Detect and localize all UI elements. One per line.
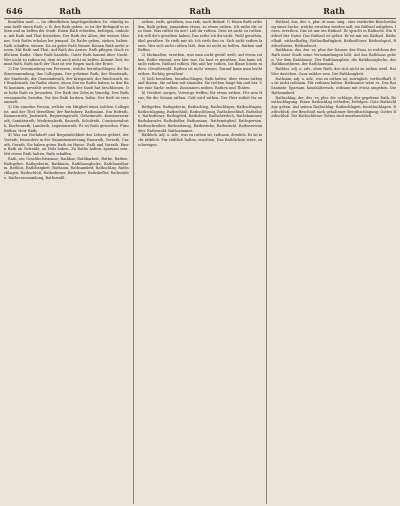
paragraph: Rathlos, adj. u. adv., ohne Rath, der sich nicht zu rathen weiß. Rathlos dastehen. Ganz rathlos sein. Die Rathlosigkeit. (271, 67, 397, 76)
text-columns (4, 20, 396, 504)
paragraph: Rathgeber, Rathgeberin, Rathschlag, Rathschläger, Rathschlagen, Rathschlagung, Rathschluß, Rathschlüssig, Rathsbeschluß, Rathsbote, Rathsdiener, Rathsglied, Rathsherr, Rathsherrlich, Rathskammer, Rathskanzlei, Rathskeller, Rathsmann, Rathsmitglied, Rathsperson, Rathsschreiber, Rathssitzung, Rathsstube, Rathsstuhl, Rathsverwandter, Rathswahl, Rathszimmer. (137, 104, 263, 133)
column-2 (138, 20, 263, 504)
paragraph: bezahlen muß. — Im öffentlichen Angelegenheiten Zu- ständig zu sein heißt einen Rath, z. B. den Rath geben, so ist der Befugniß in rathen und zu helfen der Stadt. Einen Rath ertheilen, befolgen, einholen; mit Rath und That beistehen. Der Rath der Alten, der weisen Männer. Sich Raths erholen bei jemand. Zu Rathe gehen, ziehen, halten. Rath schaffen, wissen. Da ist guter Rath theuer. Keinen Rath mehr wissen. Mit Rath und That. Auf Rath des Arztes. Rath pflegen. Nach reiflichem Rathe. Ohne Rath handeln. Guter Rath kommt über Nacht. Wer nicht zu rathen ist, dem ist auch nicht zu helfen. Kommt Zeit, kommt Rath. Rath nach der That ist wie Regen nach der Ernte. (4, 20, 129, 67)
column-divider (133, 20, 134, 504)
column-1 (4, 20, 129, 504)
paragraph: rathen, rieth, geräthen; von rath, nach Bedarf. 1) Einen Rath ertheilen, Rath geben; jemandem etwas, zu etwas rathen. Ich rathe dir, es zu thun. Was räthst du mir? Laß dir rathen. Dem ist nicht zu rathen. Ich will dir's gerathen haben. Das rathe ich dir nicht. Wohl gerathen, übel gerathen. Er rieth mir ab. Ich rieth ihm zu. Sich nicht rathen lassen. Wer sich nicht rathen läßt, dem ist nicht zu helfen. Rathen und Helfen. (137, 20, 263, 53)
paragraph: Räthlich, adj. u. adv., was zu rathen ist, rathsam, dienlich. Es ist nicht räthlich. Für räthlich halten, erachten. Das Räthlichste wäre, zu schweigen. (137, 133, 263, 147)
running-header (4, 4, 396, 19)
headword-center: Rath (189, 6, 211, 16)
paragraph: 4) Veraltet: sorgen, Vorsorge treffen; für etwas rathen. Für sein Haus, für die Seinen rathen. Gott wird rathen. Der Herr rathet für uns. (137, 90, 263, 105)
paragraph: 3) Sich berathen, berathschlagen, Rath halten; über etwas rathen und thaten. Sie rathen mit einander. Sie riethen lange hin und her. Über eine Sache rathen. Zusammen rathen. Rathen und Thaten. (137, 76, 263, 91)
column-3 (271, 20, 396, 504)
paragraph: Rathsam, adj. u. adv., was zu rathen ist, zuträglich, vortheilhaft. Es ist nicht rathsam. Für rathsam halten. Rathsamer wäre es. Das Rathsamste. Sparsam, haushälterisch; rathsam mit etwas umgehen. Die Rathsamkeit. (271, 76, 397, 95)
paragraph: Rathschlag, der, des -es, plur. die -schläge, der gegebene Rath, Berathschlagung. Einen Rathschlag ertheilen, befolgen. Gute Rathschläge geben. Auf seinen Rathschlag. Rathschlagen, berathschlagen. Rathschluß, der Beschluß nach gehaltener Berathschlagung; Gottes Rathschluß. Die Rathschlüsse Gottes sind unerforschlich. (271, 95, 397, 119)
column-divider (266, 20, 267, 504)
paragraph: Rath, ein Geschlechtsname; Rathbar, Rathbarkeit, Rathe, Rathen, Rathgeber, Rathgeberin, Rathhaus, Rathhausglocke, Rathhausthurm, Rathlos, Rathlosigkeit, Rathsam, Rathsamkeit, Rathschlag, Rathschlagen, Rathschluß, Rathsdiener, Rathsherr, Rathskeller, Rathsstube, Rathsversammlung, Rathswahl. (4, 156, 129, 180)
page-number: 646 (6, 6, 23, 16)
headword-right: Rath (323, 6, 345, 16)
paragraph: 2) Die Versammlung von Personen, welche berathschlagen; die Rathsversammlung, das Collegium. Der geheime Rath, der Staatsrath, der Stadtrath, der Gemeinderath, der Kriegsrath, der Reichsrath, der Bundesrath. Im Rathe sitzen, einen Sitz im Rathe haben; in den Rath kommen, gewählt werden. Der Rath der Stadt hat beschlossen. Der hohe Rath zu Jerusalem. Der Rath der Zehn in Venedig. Den Rath versammeln, berufen. Vor den Rath fordern, laden. Der Rath ist versammelt. (4, 67, 129, 105)
paragraph: Räthsel, das, des -s, plur. ut nom. sing., eine verdeckte Beschreibung einer Sache, welche errathen werden soll; ein Räthsel aufgeben, lösen, errathen. Das ist mir ein Räthsel. Er spricht in Räthseln. Ein Räthsel der Natur. Das Räthsel ist gelöst. Er ist mir ein Räthsel. Räthselhaft, räthselhaftig, Räthselhaftigkeit, Räthsellöser, Räthselspiel, Räthselweise, Räthselwort. (271, 20, 397, 48)
paragraph: Rathhaus, das, des -es, plur. die -häuser, das Haus, in welchem der Rath einer Stadt seine Versammlungen hält. Auf das Rathhaus gehen. Vor dem Rathhause. Der Rathhausplatz, die Rathhausglocke, der Rathhausthurm, der Rathhaussaal. (271, 48, 397, 67)
paragraph: 4) Was zur Nothdurft und Bequemlichkeit des Lebens gehört, der Vorrath; besonders in der Zusammensetzung Hausrath, Vorrath, Unrath, Gerath. Sie haben guten Rath im Hause. Rath und Vorrath. Einen Rath an Getreide, an Holz haben. Zu Rathe halten, sparsam sein. Mit etwas Rath halten. Rath schaffen. (4, 133, 129, 157)
paragraph: 2) Mutmaßen, errathen, was man nicht gewiß weiß; auf etwas rathen. Rathe einmal, wer hier war. Du hast es gerathen. Das kann ich nicht rathen. Räthsel rathen. Hin und her rathen. Ins Blaue hinein rathen. Gerathewohl. Rathen ist nicht wissen. Darauf kann man leicht rathen. Richtig gerathen! (137, 53, 263, 76)
paragraph: 3) Die einzelne Person, welche ein Mitglied eines solchen Collegii ist, und der Titel derselben; der Rathsherr, Rathmann. Ein Hofrath, Kammerrath, Justizrath, Regierungsrath, Geheimrath, Kommerzienrath, Sanitätsrath, Medicinalrath, Baurath, Schulrath, Consistorialrath, Kirchenrath, Landrath, Legationsrath. Er ist Rath geworden. Frau Räthin. Herr Rath. (4, 104, 129, 133)
headword-left: Rath (59, 6, 81, 16)
